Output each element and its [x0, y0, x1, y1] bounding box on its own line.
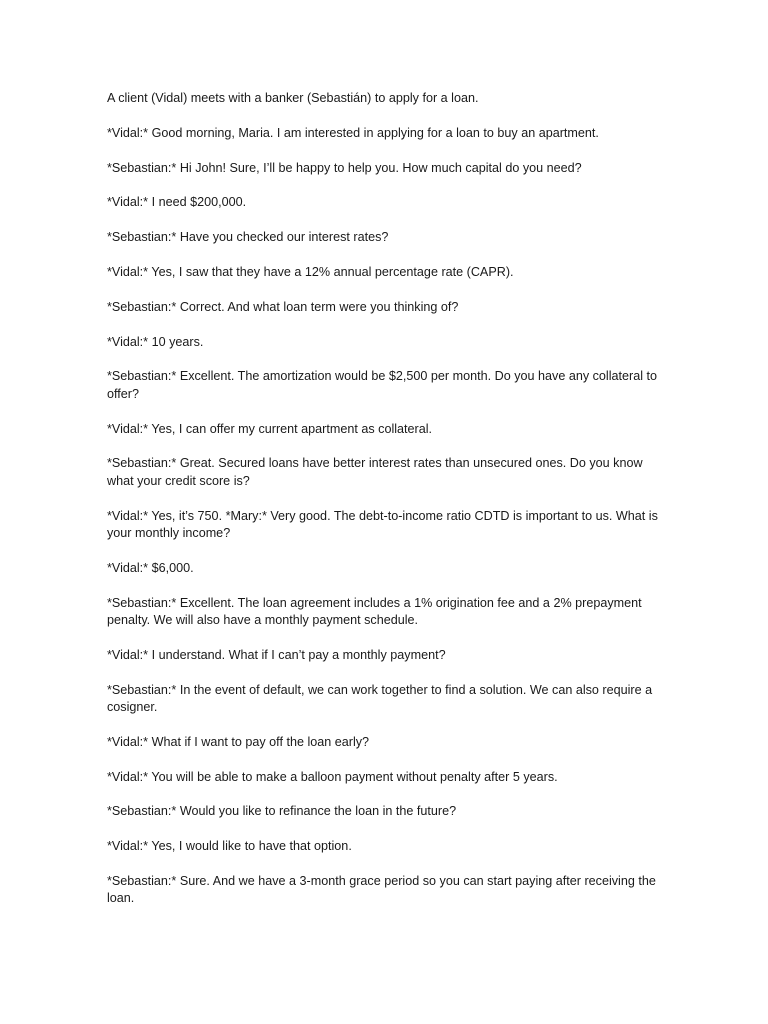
dialogue-line: *Sebastian:* Would you like to refinance the loan in the future? — [107, 804, 457, 819]
dialogue-line: *Sebastian:* Have you checked our interest rates? — [107, 230, 389, 245]
dialogue-line: *Vidal:* I need $200,000. — [107, 195, 247, 210]
dialogue-line: *Sebastian:* Correct. And what loan term were you thinking of? — [107, 299, 459, 314]
dialogue-line: *Sebastian:* Excellent. The amortization would be $2,500 per month. Do you have any collateral to offer? — [107, 369, 661, 401]
dialogue-line: *Vidal:* $6,000. — [107, 560, 194, 575]
dialogue-line: *Vidal:* Yes, I would like to have that option. — [107, 839, 352, 854]
dialogue-line: *Sebastian:* Great. Secured loans have better interest rates than unsecured ones. Do you know what your credit score is? — [107, 456, 647, 488]
intro-paragraph: A client (Vidal) meets with a banker (Sebastián) to apply for a loan. — [107, 91, 479, 105]
dialogue-line: *Sebastian:* In the event of default, we can work together to find a solution. We can also require a cosigner. — [107, 682, 656, 714]
dialogue-line: *Vidal:* Yes, it’s 750. *Mary:* Very good. The debt-to-income ratio CDTD is important to us. What is your monthly income? — [107, 508, 662, 540]
dialogue-line: *Vidal:* Yes, I saw that they have a 12% annual percentage rate (CAPR). — [107, 264, 514, 279]
dialogue-line: *Vidal:* Good morning, Maria. I am interested in applying for a loan to buy an apartment. — [107, 125, 599, 140]
dialogue-line: *Sebastian:* Hi John! Sure, I’ll be happy to help you. How much capital do you need? — [107, 160, 582, 175]
dialogue-line: *Vidal:* You will be able to make a balloon payment without penalty after 5 years. — [107, 769, 558, 784]
dialogue-line: *Vidal:* I understand. What if I can’t pay a monthly payment? — [107, 647, 446, 662]
dialogue-line: *Sebastian:* Sure. And we have a 3-month grace period so you can start paying after receiving the loan. — [107, 873, 660, 906]
dialogue-line: *Vidal:* 10 years. — [107, 334, 204, 349]
dialogue-line: *Vidal:* Yes, I can offer my current apartment as collateral. — [107, 421, 433, 436]
document-body — [107, 90, 667, 925]
dialogue-line: *Vidal:* What if I want to pay off the loan early? — [107, 734, 370, 749]
dialogue-line: *Sebastian:* Excellent. The loan agreement includes a 1% origination fee and a 2% prepayment penalty. We will also have a monthly payment schedule. — [107, 595, 646, 627]
